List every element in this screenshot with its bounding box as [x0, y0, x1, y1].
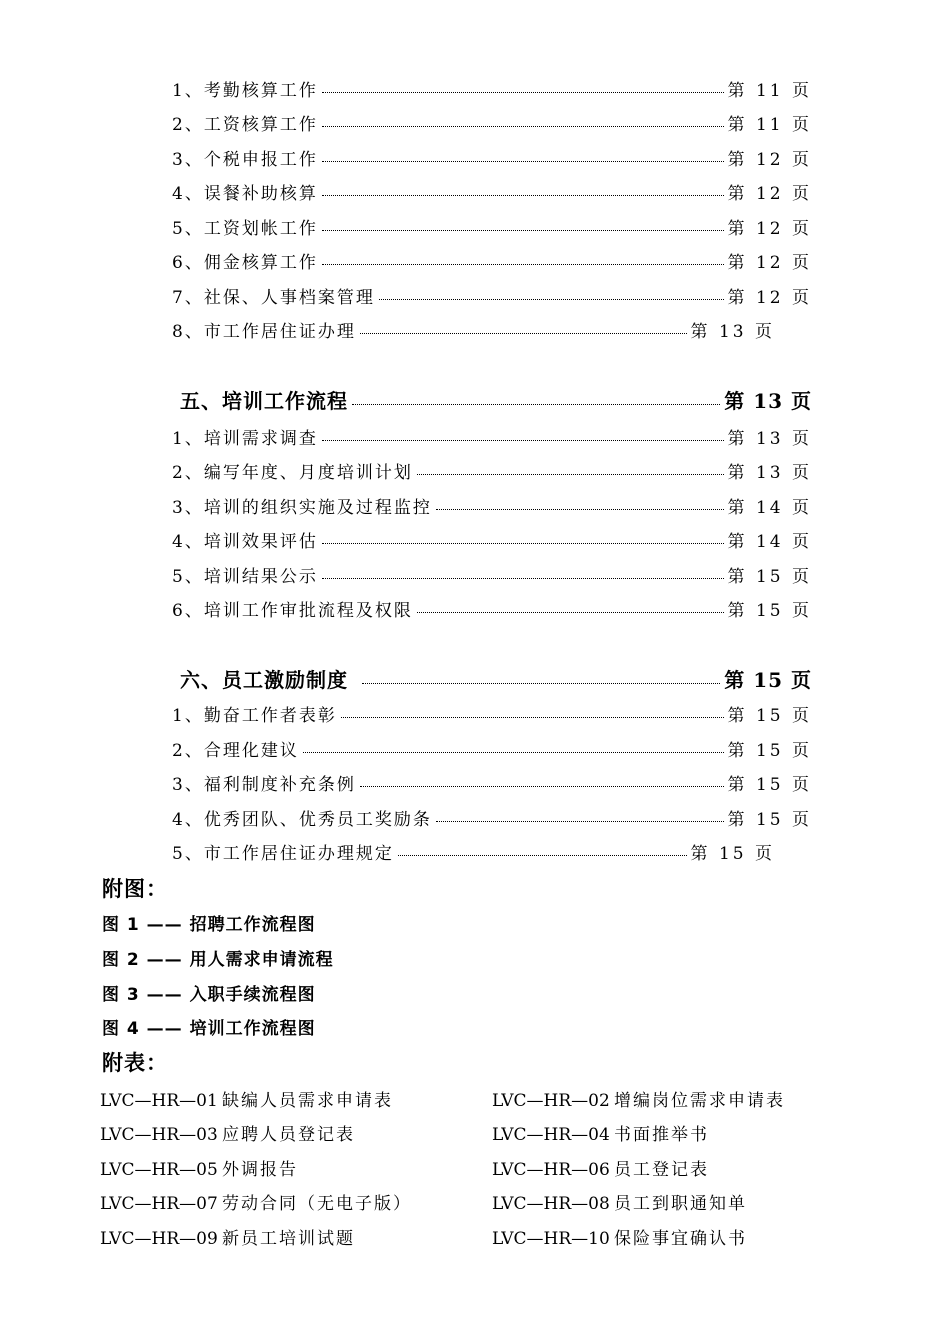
toc-leader-dots: [322, 92, 724, 93]
toc-entry-page: 第 15 页: [690, 844, 775, 864]
toc-leader-dots: [322, 161, 724, 162]
toc-section-heading[interactable]: [180, 385, 812, 414]
form-entry[interactable]: [100, 1189, 412, 1214]
toc-entry-page: 第 15 页: [727, 601, 812, 621]
toc-entry-page: 第 12 页: [727, 184, 812, 204]
toc-entry[interactable]: [172, 110, 812, 135]
toc-entry[interactable]: [172, 214, 812, 239]
toc-entry-label: 1、勤奋工作者表彰: [172, 706, 337, 726]
toc-entry-label: 4、培训效果评估: [172, 532, 318, 552]
toc-leader-dots: [341, 717, 724, 718]
toc-entry[interactable]: [172, 424, 812, 449]
toc-entry[interactable]: [172, 805, 812, 830]
toc-entry[interactable]: [172, 458, 812, 483]
toc-entry-page: 第 15 页: [727, 706, 812, 726]
form-code: LVC—HR—06: [492, 1160, 610, 1180]
form-code: LVC—HR—01: [100, 1091, 218, 1111]
toc-entry-page: 第 13 页: [727, 429, 812, 449]
toc-entry-page: 第 13 页: [727, 463, 812, 483]
toc-entry-page: 第 12 页: [727, 288, 812, 308]
toc-entry-label: 5、市工作居住证办理规定: [172, 844, 394, 864]
toc-entry[interactable]: [172, 736, 812, 761]
toc-leader-dots: [322, 126, 724, 127]
toc-leader-dots: [322, 543, 724, 544]
toc-entry-page: 第 15 页: [727, 741, 812, 761]
form-name: 增编岗位需求申请表: [614, 1091, 785, 1111]
form-code: LVC—HR—05: [100, 1160, 218, 1180]
toc-leader-dots: [322, 440, 724, 441]
toc-entry[interactable]: [172, 76, 812, 101]
toc-leader-dots: [379, 299, 724, 300]
toc-entry-page: 第 14 页: [727, 532, 812, 552]
toc-leader-dots: [322, 264, 724, 265]
toc-entry-label: 6、佣金核算工作: [172, 253, 318, 273]
toc-entry-label: 1、考勤核算工作: [172, 81, 318, 101]
toc-entry-label: 2、合理化建议: [172, 741, 299, 761]
toc-entry[interactable]: [172, 596, 812, 621]
form-name: 新员工培训试题: [222, 1229, 355, 1249]
toc-entry-page: 第 11 页: [727, 81, 812, 101]
toc-section-heading[interactable]: [180, 664, 812, 693]
toc-leader-dots: [436, 509, 724, 510]
toc-leader-dots: [360, 333, 687, 334]
toc-entry[interactable]: [172, 145, 812, 170]
form-code: LVC—HR—07: [100, 1194, 218, 1214]
toc-section-page: 第 15 页: [724, 668, 812, 692]
toc-entry-page: 第 15 页: [727, 775, 812, 795]
form-code: LVC—HR—08: [492, 1194, 610, 1214]
form-entry[interactable]: [492, 1155, 709, 1180]
form-entry[interactable]: [492, 1086, 785, 1111]
form-name: 劳动合同（无电子版）: [222, 1194, 412, 1214]
form-entry[interactable]: [100, 1086, 393, 1111]
toc-entry[interactable]: [172, 527, 812, 552]
toc-entry[interactable]: [172, 770, 812, 795]
toc-entry[interactable]: [172, 562, 812, 587]
form-entry[interactable]: [492, 1120, 709, 1145]
toc-leader-dots: [303, 752, 724, 753]
toc-entry-page: 第 13 页: [690, 322, 775, 342]
form-code: LVC—HR—10: [492, 1229, 610, 1249]
toc-entry-page: 第 12 页: [727, 219, 812, 239]
toc-leader-dots: [322, 578, 724, 579]
form-entry[interactable]: [492, 1189, 747, 1214]
form-code: LVC—HR—02: [492, 1091, 610, 1111]
toc-entry-label: 2、编写年度、月度培训计划: [172, 463, 413, 483]
toc-section-title: 五、培训工作流程: [180, 389, 348, 413]
figure-entry[interactable]: 图 2 —— 用人需求申请流程: [102, 950, 334, 970]
toc-entry-label: 6、培训工作审批流程及权限: [172, 601, 413, 621]
form-name: 员工登记表: [614, 1160, 709, 1180]
toc-leader-dots: [398, 855, 687, 856]
toc-entry-page: 第 11 页: [727, 115, 812, 135]
toc-entry-label: 4、优秀团队、优秀员工奖励条: [172, 810, 432, 830]
toc-section-page: 第 13 页: [724, 389, 812, 413]
toc-entry-label: 8、市工作居住证办理: [172, 322, 356, 342]
figure-entry[interactable]: 图 4 —— 培训工作流程图: [102, 1019, 316, 1039]
toc-entry[interactable]: [172, 179, 812, 204]
form-entry[interactable]: [100, 1224, 355, 1249]
toc-entry-label: 3、个税申报工作: [172, 150, 318, 170]
toc-entry-label: 3、培训的组织实施及过程监控: [172, 498, 432, 518]
form-entry[interactable]: [100, 1120, 355, 1145]
form-code: LVC—HR—04: [492, 1125, 610, 1145]
toc-leader-dots: [352, 404, 720, 405]
form-code: LVC—HR—03: [100, 1125, 218, 1145]
form-name: 外调报告: [222, 1160, 298, 1180]
toc-leader-dots: [417, 474, 724, 475]
toc-entry[interactable]: [172, 701, 812, 726]
form-name: 保险事宜确认书: [614, 1229, 747, 1249]
toc-entry[interactable]: [172, 493, 812, 518]
toc-entry-label: 4、误餐补助核算: [172, 184, 318, 204]
forms-title: 附表：: [102, 1050, 168, 1075]
toc-leader-dots: [362, 683, 720, 684]
toc-section-title: 六、员工激励制度: [180, 668, 348, 692]
toc-leader-dots: [322, 195, 724, 196]
form-name: 员工到职通知单: [614, 1194, 747, 1214]
form-entry[interactable]: [100, 1155, 298, 1180]
figures-title: 附图：: [102, 876, 168, 901]
figure-entry[interactable]: 图 1 —— 招聘工作流程图: [102, 915, 316, 935]
toc-entry-label: 7、社保、人事档案管理: [172, 288, 375, 308]
toc-entry-label: 3、福利制度补充条例: [172, 775, 356, 795]
toc-entry-label: 1、培训需求调查: [172, 429, 318, 449]
toc-leader-dots: [436, 821, 724, 822]
toc-entry-page: 第 12 页: [727, 253, 812, 273]
form-name: 应聘人员登记表: [222, 1125, 355, 1145]
toc-entry[interactable]: [172, 839, 775, 864]
toc-entry[interactable]: [172, 248, 812, 273]
figure-entry[interactable]: 图 3 —— 入职手续流程图: [102, 985, 316, 1005]
toc-entry-page: 第 12 页: [727, 150, 812, 170]
toc-leader-dots: [417, 612, 724, 613]
form-name: 书面推举书: [614, 1125, 709, 1145]
toc-leader-dots: [322, 230, 724, 231]
form-name: 缺编人员需求申请表: [222, 1091, 393, 1111]
toc-entry-label: 5、培训结果公示: [172, 567, 318, 587]
toc-entry-page: 第 15 页: [727, 810, 812, 830]
toc-entry-label: 2、工资核算工作: [172, 115, 318, 135]
form-entry[interactable]: [492, 1224, 747, 1249]
toc-entry-label: 5、工资划帐工作: [172, 219, 318, 239]
form-code: LVC—HR—09: [100, 1229, 218, 1249]
toc-leader-dots: [360, 786, 724, 787]
toc-entry[interactable]: [172, 283, 812, 308]
toc-entry-page: 第 15 页: [727, 567, 812, 587]
toc-entry-page: 第 14 页: [727, 498, 812, 518]
toc-entry[interactable]: [172, 317, 775, 342]
